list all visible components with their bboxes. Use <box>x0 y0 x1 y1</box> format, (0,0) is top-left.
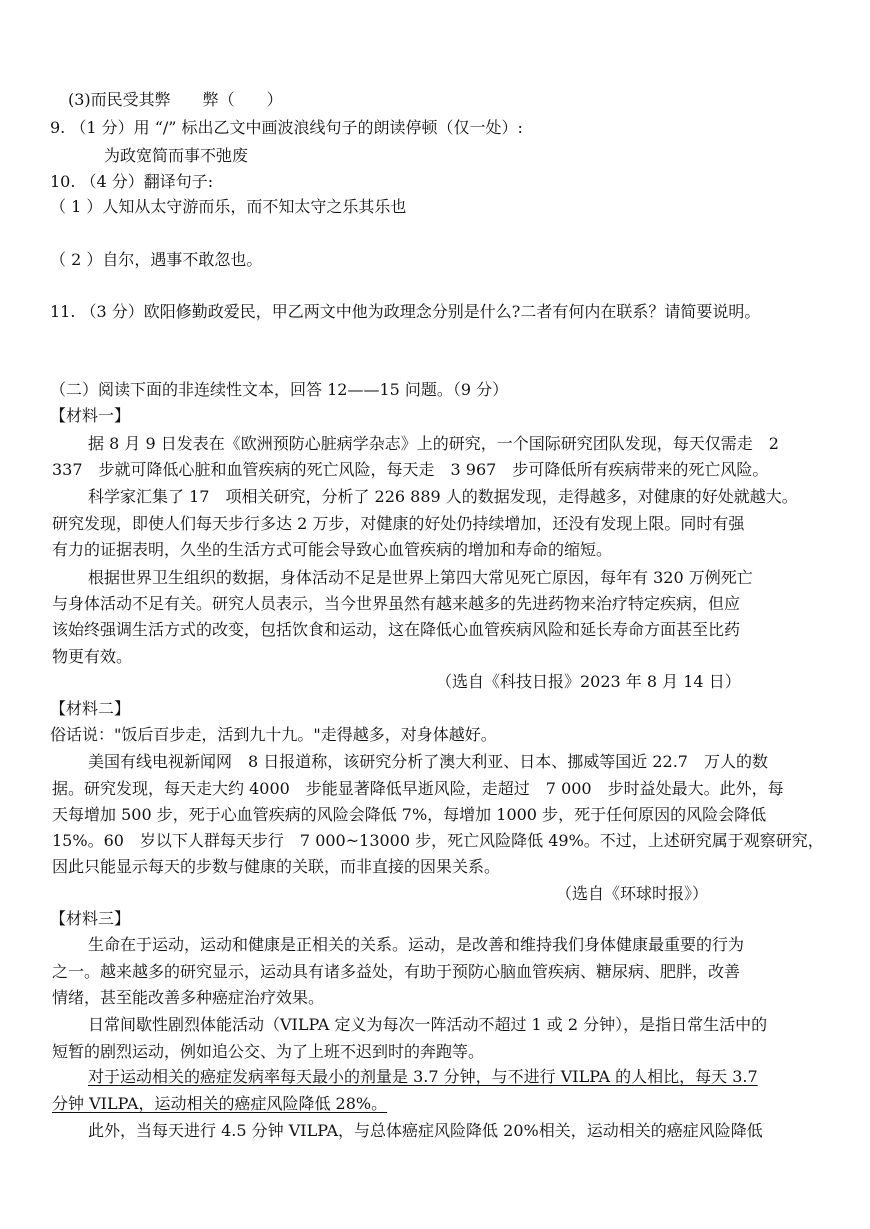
material-1-line: 与身体活动不足有关。研究人员表示，当今世界虽然有越来越多的先进药物来治疗特定疾病，但应 <box>52 594 741 613</box>
material-1-line: 物更有效。 <box>52 647 133 666</box>
material-3-line: 日常间歇性剧烈体能活动（VILPA 定义为每次一阵活动不超过 1 或 2 分钟），是指日常生活中的 <box>88 1015 768 1034</box>
q10-stem: 10. （4 分）翻译句子: <box>50 172 214 191</box>
q9-sentence: 为政宽简而事不弛废 <box>104 146 249 165</box>
q9-stem: 9. （1 分）用 “/” 标出乙文中画波浪线句子的朗读停顿（仅一处）: <box>50 118 523 137</box>
material-3-line: 短暂的剧烈运动，例如追公交、为了上班不迟到时的奔跑等。 <box>52 1042 485 1061</box>
material-3-line: 此外，当每天进行 4.5 分钟 VILPA，与总体癌症风险降低 20%相关，运动相关的癌症风险降低 <box>88 1121 763 1140</box>
material-2-line: 据。研究发现，每天走大约 4000 步能显著降低早逝风险，走超过 7 000 步时益处最大。此外，每 <box>52 779 784 798</box>
material-2-source: （选自《环球时报》） <box>556 884 709 903</box>
q10-item-2: （ 2 ）自尔，遇事不敢忽也。 <box>50 250 263 269</box>
material-1-line: 据 8 月 9 日发表在《欧洲预防心脏病学杂志》上的研究，一个国际研究团队发现，每天仅需走 2 <box>88 434 779 453</box>
material-1-source: （选自《科技日报》2023 年 8 月 14 日） <box>436 672 741 691</box>
material-3-title: 【材料三】 <box>50 909 131 928</box>
material-2-line: 天每增加 500 步，死于心血管疾病的风险会降低 7%，每增加 1000 步，死于任何原因的风险会降低 <box>52 805 767 824</box>
material-3-underlined-line: 分钟 VILPA，运动相关的癌症风险降低 28%。 <box>52 1094 388 1113</box>
material-3-line: 之一。越来越多的研究显示，运动具有诸多益处，有助于预防心脑血管疾病、糖尿病、肥胖，改善 <box>52 962 741 981</box>
material-1-line: 研究发现，即使人们每天步行多达 2 万步，对健康的好处仍持续增加，还没有发现上限。同时有强 <box>52 514 745 533</box>
q11-stem: 11. （3 分）欧阳修勤政爱民，甲乙两文中他为政理念分别是什么?二者有何内在联系？请简要说明。 <box>50 302 761 321</box>
material-3-line: 生命在于运动，运动和健康是正相关的关系。运动，是改善和维持我们身体健康最重要的行为 <box>88 935 745 954</box>
material-3-line: 情绪，甚至能改善多种癌症治疗效果。 <box>52 988 325 1007</box>
material-1-line: 科学家汇集了 17 项相关研究，分析了 226 889 人的数据发现，走得越多，对健康的好处就越大。 <box>88 487 798 506</box>
q8-item-3: (3)而民受其弊 弊（ ） <box>68 90 283 109</box>
material-2-line: 俗话说："饭后百步走，活到九十九。"走得越多，对身体越好。 <box>50 725 497 744</box>
material-2-title: 【材料二】 <box>50 699 131 718</box>
material-1-line: 有力的证据表明，久坐的生活方式可能会导致心血管疾病的增加和寿命的缩短。 <box>52 540 613 559</box>
material-1-line: 该始终强调生活方式的改变，包括饮食和运动，这在降低心血管疾病风险和延长寿命方面甚至比药 <box>52 620 741 639</box>
material-3-underlined-line: 对于运动相关的癌症发病率每天最小的剂量是 3.7 分钟，与不进行 VILPA 的人相比，每天 3.7 <box>88 1067 758 1086</box>
material-1-title: 【材料一】 <box>50 406 131 425</box>
material-2-line: 美国有线电视新闻网 8 日报道称，该研究分析了澳大利亚、日本、挪威等国近 22.7 万人的数 <box>88 752 768 771</box>
material-1-line: 337 步就可降低心脏和血管疾病的死亡风险，每天走 3 967 步可降低所有疾病带来的死亡风险。 <box>52 460 769 479</box>
q10-item-1: （ 1 ）人知从太守游而乐，而不知太守之乐其乐也 <box>50 197 407 216</box>
material-1-line: 根据世界卫生组织的数据，身体活动不足是世界上第四大常见死亡原因，每年有 320 万例死亡 <box>88 568 753 587</box>
material-2-line: 15%。60 岁以下人群每天步行 7 000~13000 步，死亡风险降低 49%。不过，上述研究属于观察研究， <box>52 831 824 850</box>
section-2-heading: （二）阅读下面的非连续性文本，回答 12——15 问题。（9 分） <box>50 380 509 399</box>
material-2-line: 因此只能显示每天的步数与健康的关联，而非直接的因果关系。 <box>52 857 501 876</box>
